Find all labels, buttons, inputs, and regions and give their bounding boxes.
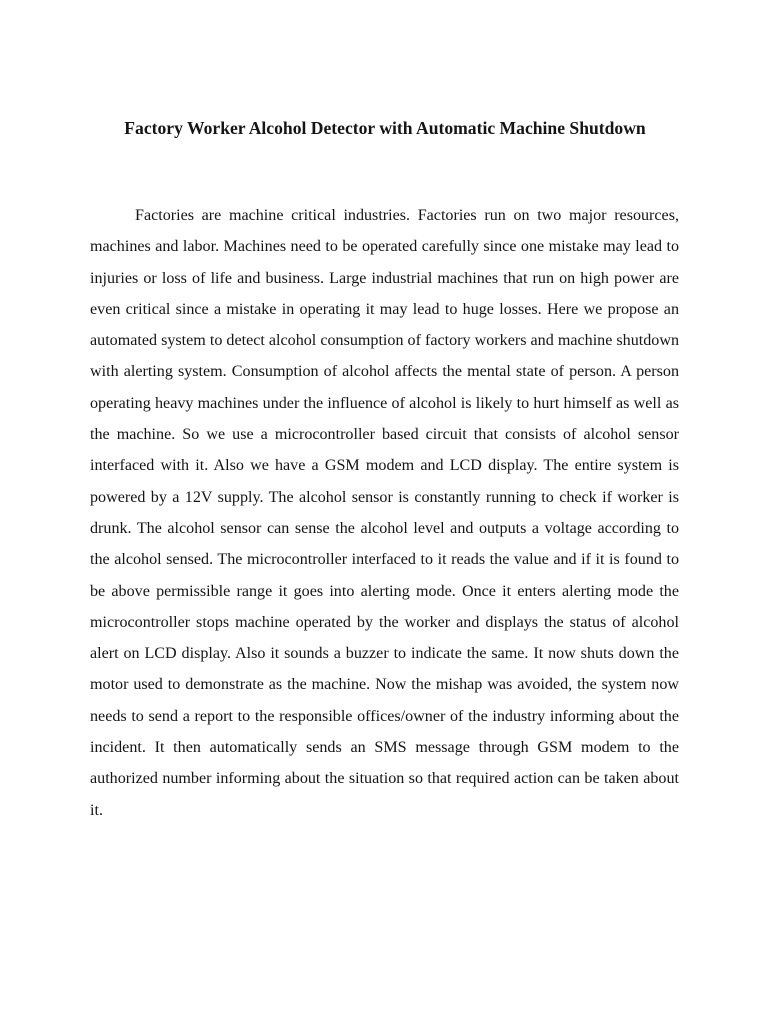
body-paragraph: Factories are machine critical industries. Factories run on two major resources, machines and labor. Machines need to be operated carefully since one mistake may lead to injuries or loss of life and business. Large industrial machines that run on high power are even critical since a mistake in operating it may lead to huge losses. Here we propose an automated system to detect alcohol consumption of factory workers and machine shutdown with alerting system. Consumption of alcohol affects the mental state of person. A person operating heavy machines under the influence of alcohol is likely to hurt himself as well as the machine. So we use a microcontroller based circuit that consists of alcohol sensor interfaced with it. Also we have a GSM modem and LCD display. The entire system is powered by a 12V supply. The alcohol sensor is constantly running to check if worker is drunk. The alcohol sensor can sense the alcohol level and outputs a voltage according to the alcohol sensed. The microcontroller interfaced to it reads the value and if it is found to be above permissible range it goes into alerting mode. Once it enters alerting mode the microcontroller stops machine operated by the worker and displays the status of alcohol alert on LCD display. Also it sounds a buzzer to indicate the same. It now shuts down the motor used to demonstrate as the machine. Now the mishap was avoided, the system now needs to send a report to the responsible offices/owner of the industry informing about the incident. It then automatically sends an SMS message through GSM modem to the authorized number informing about the situation so that required action can be taken about it.	[90, 207, 679, 819]
document-title: Factory Worker Alcohol Detector with Automatic Machine Shutdown	[124, 118, 646, 138]
